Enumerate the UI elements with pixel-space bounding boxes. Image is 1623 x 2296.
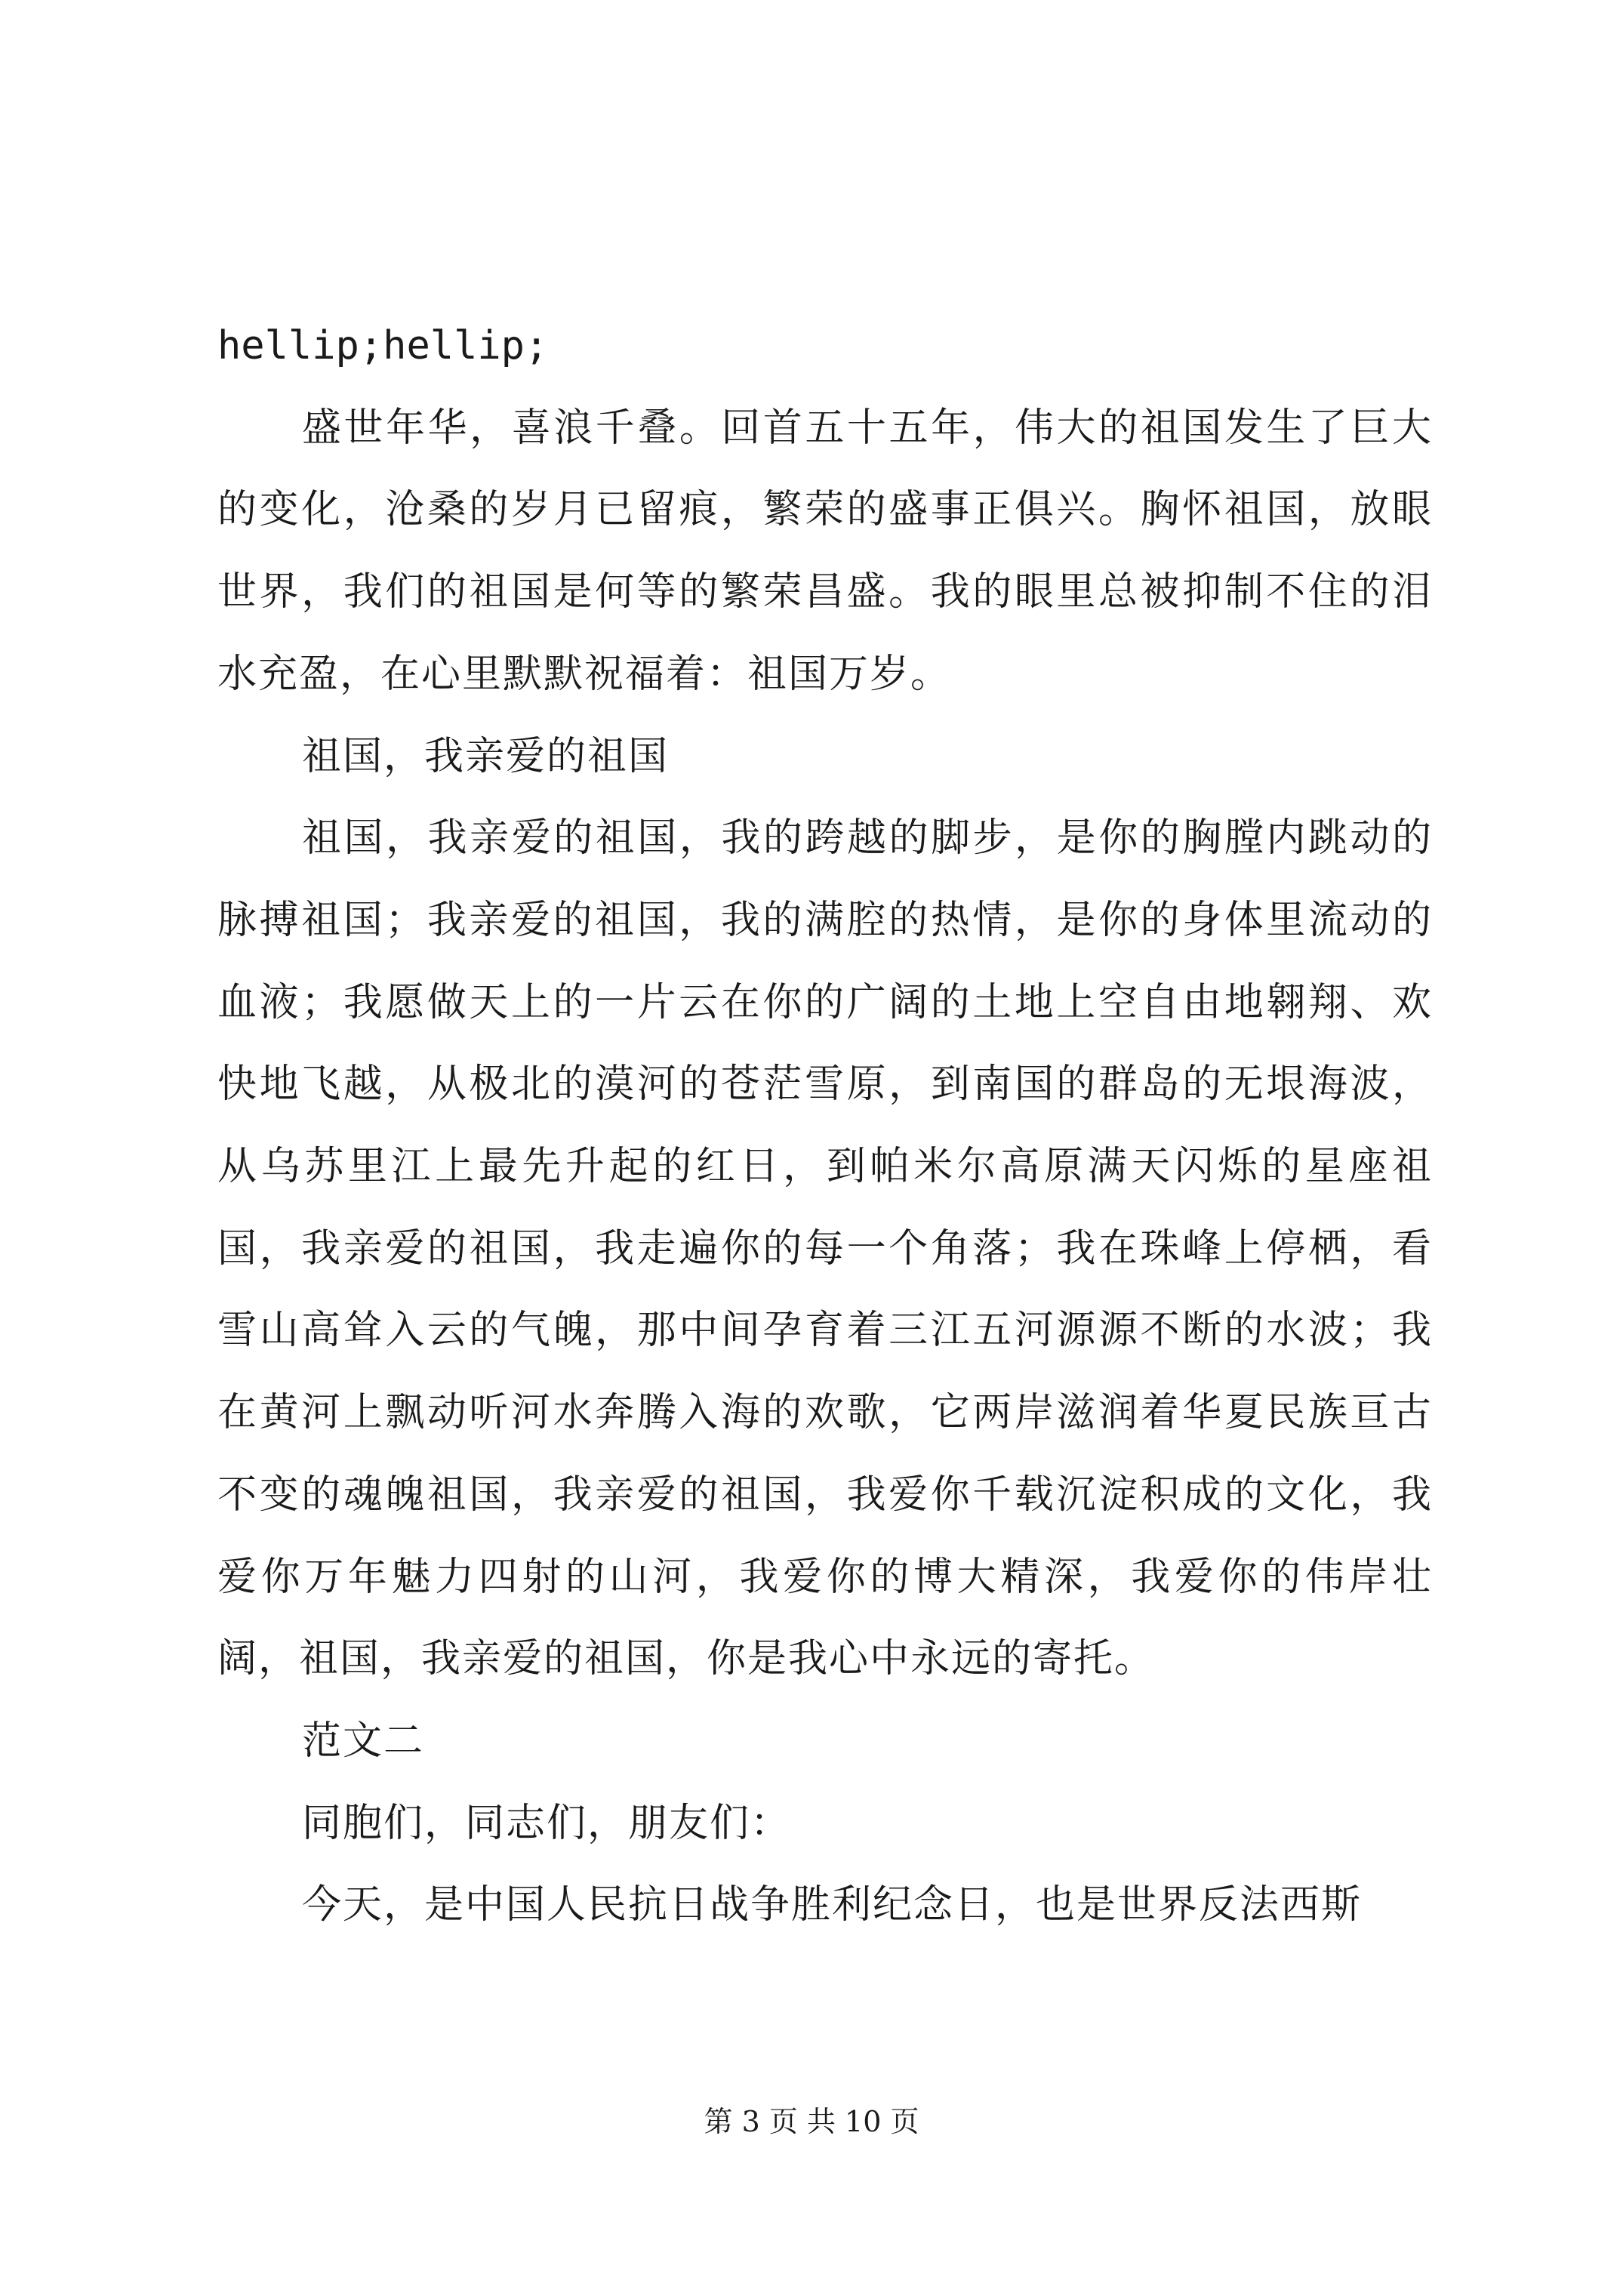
paragraph-sample-two-heading: 范文二 [302, 1718, 425, 1764]
paragraph-motherland-body: 祖国，我亲爱的祖国，我的跨越的脚步，是你的胸膛内跳动的脉搏祖国；我亲爱的祖国，我的满腔的热情，是你的身体里流动的血液；我愿做天上的一片云在你的广阔的土地上空自由地翱翔、欢快地飞越，从极北的漠河的苍茫雪原，到南国的群岛的无垠海波，从乌苏里江上最先升起的红日，到帕米尔高原满天闪烁的星座祖国，我亲爱的祖国，我走遍你的每一个角落；我在珠峰上停栖，看雪山高耸入云的气魄，那中间孕育着三江五河源源不断的水波；我在黄河上飘动听河水奔腾入海的欢歌，它两岸滋润着华夏民族亘古不变的魂魄祖国，我亲爱的祖国，我爱你千载沉淀积成的文化，我爱你万年魅力四射的山河，我爱你的博大精深，我爱你的伟岸壮阔，祖国，我亲爱的祖国，你是我心中永远的寄托。 [217, 815, 1433, 1682]
paragraph-prosperity: 盛世年华，喜浪千叠。回首五十五年，伟大的祖国发生了巨大的变化，沧桑的岁月已留痕，繁荣的盛事正俱兴。胸怀祖国，放眼世界，我们的祖国是何等的繁荣昌盛。我的眼里总被抑制不住的泪水充盈，在心里默默祝福着：祖国万岁。 [217, 405, 1433, 697]
paragraph-heading-motherland: 祖国，我亲爱的祖国 [302, 733, 670, 779]
paragraph-ellipsis: hellip;hellip; [217, 323, 549, 368]
paragraph-salutation: 同胞们，同志们，朋友们： [302, 1800, 792, 1846]
document-body [217, 305, 1433, 1946]
page-footer: 第 3 页 共 10 页 [704, 2105, 919, 2138]
paragraph-today: 今天，是中国人民抗日战争胜利纪念日，也是世界反法西斯 [302, 1882, 1363, 1928]
